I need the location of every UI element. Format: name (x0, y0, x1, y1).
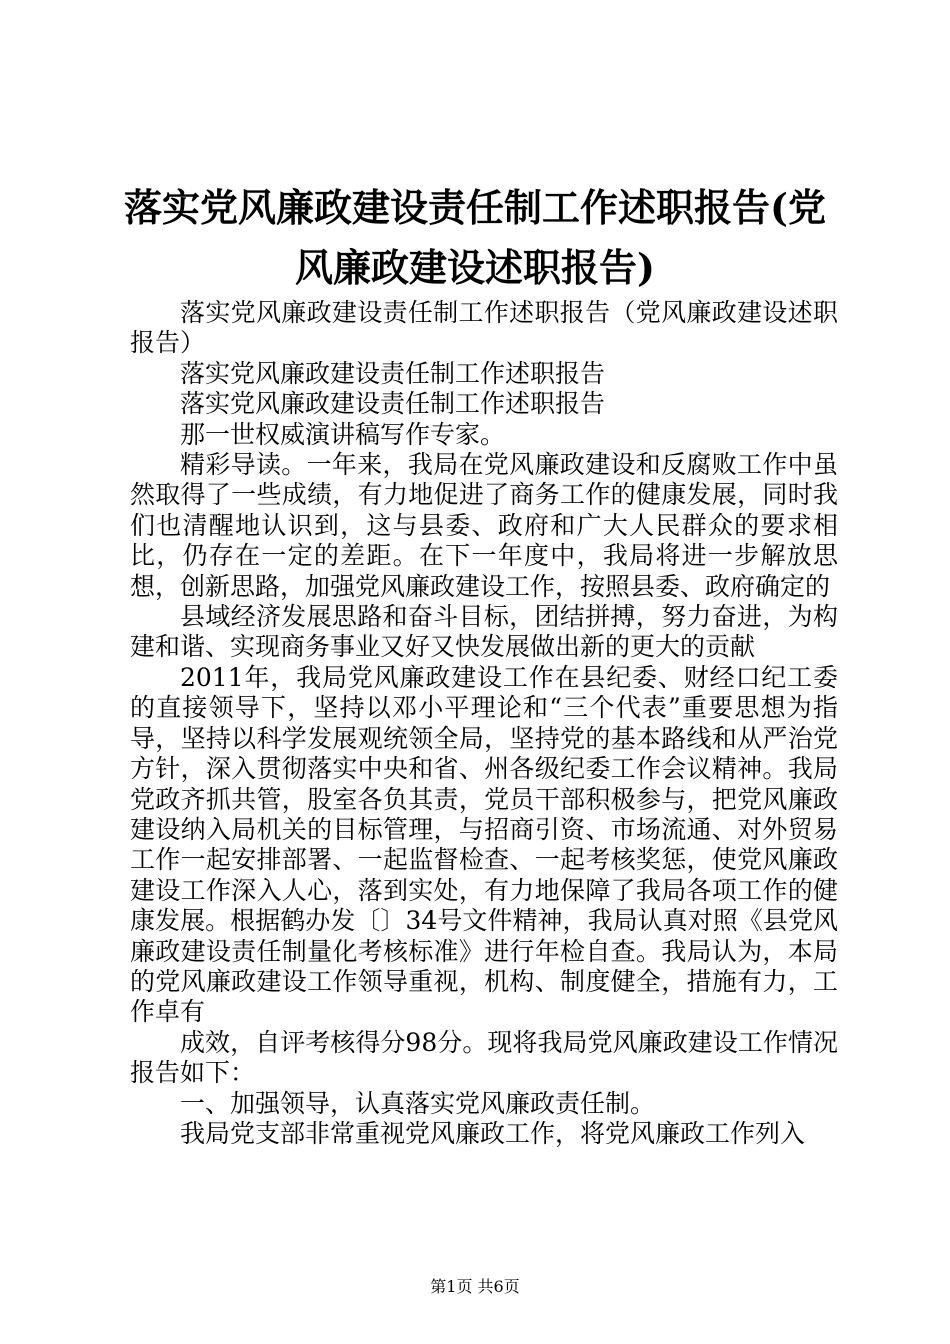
document-title: 落实党风廉政建设责任制工作述职报告(党风廉政建设述职报告) (124, 185, 826, 290)
paragraph: 成效，自评考核得分98分。现将我局党风廉政建设工作情况报告如下： (130, 1027, 838, 1088)
paragraph: 一、加强领导，认真落实党风廉政责任制。 (180, 1088, 656, 1118)
paragraph: 落实党风廉政建设责任制工作述职报告（党风廉政建设述职报告） (130, 298, 838, 358)
paragraph: 2011年，我局党风廉政建设工作在县纪委、财经口纪工委的直接领导下，坚持以邓小平理论和“三个代表”重要思想为指导，坚持以科学发展观统领全局，坚持党的基本路线和从严治党方针，深入贯彻落实中央和省、州各级纪委工作会议精神。我局党政齐抓共管，股室各负其责，党员干部积极参与，把党风廉政建设纳入局机关的目标管理，与招商引资、市场流通、对外贸易工作一起安排部署、一起监督检查、一起考核奖惩，使党风廉政建设工作深入人心，落到实处，有力地保障了我局各项工作的健康发展。根据鹤办发〔〕34号文件精神，我局认真对照《县党风廉政建设责任制量化考核标准》进行年检自查。我局认为，本局的党风廉政建设工作领导重视，机构、制度健全，措施有力，工作卓有 (130, 662, 838, 1027)
page-footer: 第1页 共6页 (430, 1277, 520, 1296)
paragraph: 我局党支部非常重视党风廉政工作，将党风廉政工作列入 (180, 1118, 806, 1148)
paragraph: 那一世权威演讲稿写作专家。 (180, 419, 506, 449)
document-body (130, 298, 838, 1149)
paragraph: 精彩导读。一年来，我局在党风廉政建设和反腐败工作中虽然取得了一些成绩，有力地促进了商务工作的健康发展，同时我们也清醒地认识到，这与县委、政府和广大人民群众的要求相比，仍存在一定的差距。在下一年度中，我局将进一步解放思想，创新思路，加强党风廉政建设工作，按照县委、政府确定的 (130, 450, 838, 601)
paragraph: 落实党风廉政建设责任制工作述职报告 (180, 358, 606, 388)
paragraph: 落实党风廉政建设责任制工作述职报告 (180, 389, 606, 419)
paragraph: 县域经济发展思路和奋斗目标，团结拼搏，努力奋进，为构建和谐、实现商务事业又好又快发展做出新的更大的贡献 (130, 602, 838, 662)
